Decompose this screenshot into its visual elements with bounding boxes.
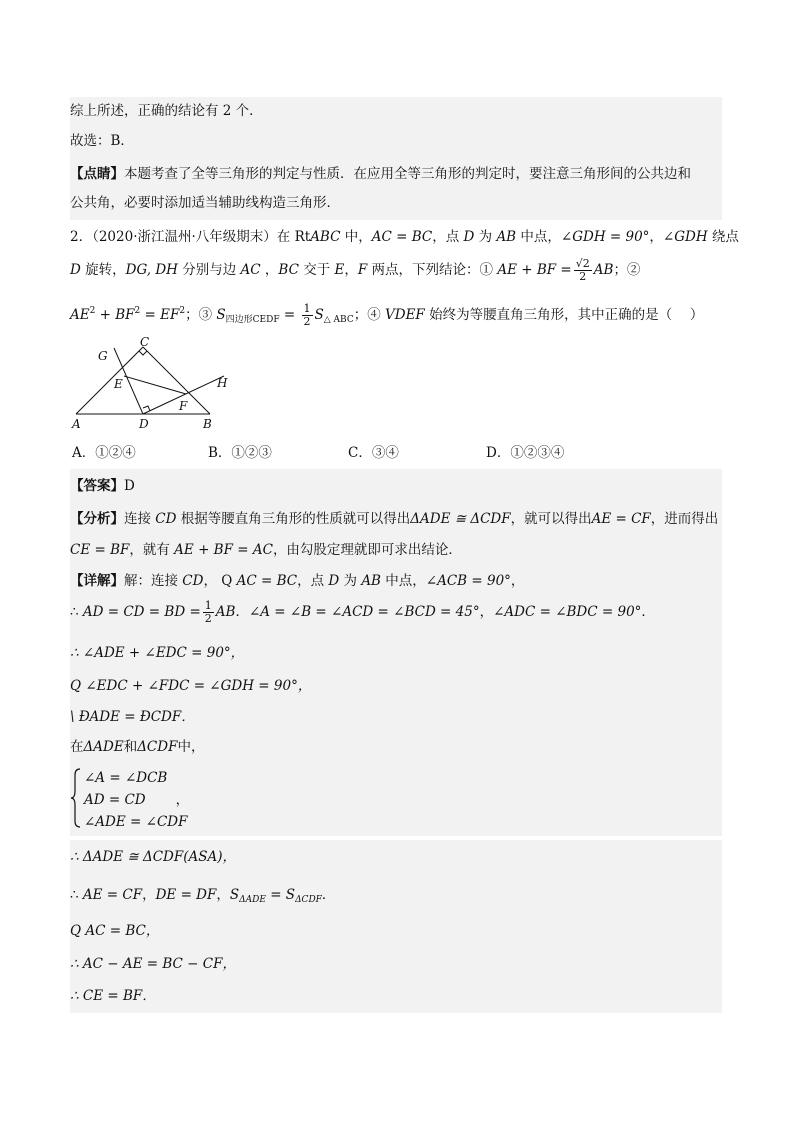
detail-line-2: ∴ AD = CD = BD = $\frac{1}{2}$ AB．∠A = ∠B = ∠ACD = ∠BCD = 45°，∠ADC = ∠BDC = 90°．	[70, 596, 722, 636]
question-line-2: D 旋转，DG, DH 分别与边 AC ，BC 交于 E，F 两点，下列结论：① AE + BF = $\frac{√2}{2}$ AB；②	[70, 257, 641, 283]
fraction-sqrt2-over-2: $\frac{√2}{2}$	[575, 257, 590, 283]
comment-line-2: 公共角，必要时添加适当辅助线构造三角形．	[70, 189, 722, 220]
geometry-figure	[66, 334, 236, 434]
fraction-one-half-2: $\frac{1}{2}$	[204, 599, 212, 625]
analysis-line-2: CE = BF，就有 AE + BF = AC，由勾股定理就即可求出结论．	[70, 536, 722, 567]
right-angle-d	[143, 406, 150, 411]
fraction-one-half: $\frac{1}{2}$	[303, 302, 311, 328]
choice-line: 故选：B．	[70, 126, 722, 158]
question-line-3: $AE^2 + BF^2 = EF^2$；③ $S_{四边形CEDF}$ = $\frac{1}{2}$ $S_{\triangle ABC}$；④ VDEF 始终为等腰直角三角形，其中正确的是（ ）	[70, 302, 704, 328]
question-line-1: 2．（2020·浙江温州·八年级期末）在 RtABC 中，AC = BC，点 D 为 AB 中点，∠GDH = 90°，∠GDH 绕点	[70, 229, 739, 245]
system-row-1: ∠A = ∠DCB	[84, 770, 168, 786]
label-h: H	[217, 376, 228, 390]
label-g: G	[98, 349, 108, 363]
detail-line-4: Q ∠EDC + ∠FDC = ∠GDH = 90°，	[70, 669, 722, 707]
analysis-line-1: 【分析】连接 CD 根据等腰直角三角形的性质就可以得出ΔADE ≅ ΔCDF，就可以得出AE = CF，进而得出	[70, 505, 722, 536]
system-row-3: ∠ADE = ∠CDF	[84, 814, 188, 830]
option-d[interactable]: D．①②③④	[486, 445, 565, 461]
detail-line-10: ∴ AC − AE = BC − CF，	[70, 949, 722, 985]
detail-line-8: ∴ AE = CF，DE = DF，$S_{\Delta ADE} = S_{\Delta CDF}$．	[70, 878, 722, 920]
segment-cb	[143, 347, 210, 414]
detail-line-1: 【详解】解：连接 CD， Q AC = BC，点 D 为 AB 中点，∠ACB = 90°，	[70, 567, 722, 596]
label-f: F	[179, 399, 188, 413]
detail-line-9: Q AC = BC，	[70, 916, 722, 952]
answer-line: 【答案】D	[70, 469, 722, 507]
detail-line-7: ∴ ΔADE ≅ ΔCDF(ASA)，	[70, 840, 722, 882]
system-row-2: AD = CD ，	[84, 792, 190, 808]
option-c[interactable]: C．③④	[348, 445, 399, 461]
option-a[interactable]: A．①②④	[72, 445, 136, 461]
comment-line-1: 【点睛】本题考查了全等三角形的判定与性质．在应用全等三角形的判定时，要注意三角形间的公共边和	[70, 158, 722, 191]
detail-line-6: 在ΔADE和ΔCDF中，	[70, 732, 722, 766]
label-d: D	[139, 417, 149, 431]
label-b: B	[203, 417, 212, 431]
summary-line: 综上所述，正确的结论有 2 个．	[70, 97, 722, 126]
left-brace	[70, 767, 82, 829]
detail-line-5: \ ÐADE = ÐCDF．	[70, 702, 722, 734]
option-b[interactable]: B．①②③	[208, 445, 272, 461]
segment-ac	[76, 347, 143, 414]
label-e: E	[114, 377, 123, 391]
label-a: A	[72, 417, 81, 431]
detail-line-11: ∴ CE = BF．	[70, 982, 722, 1013]
detail-line-3: ∴ ∠ADE + ∠EDC = 90°，	[70, 636, 722, 674]
label-c: C	[140, 335, 150, 349]
